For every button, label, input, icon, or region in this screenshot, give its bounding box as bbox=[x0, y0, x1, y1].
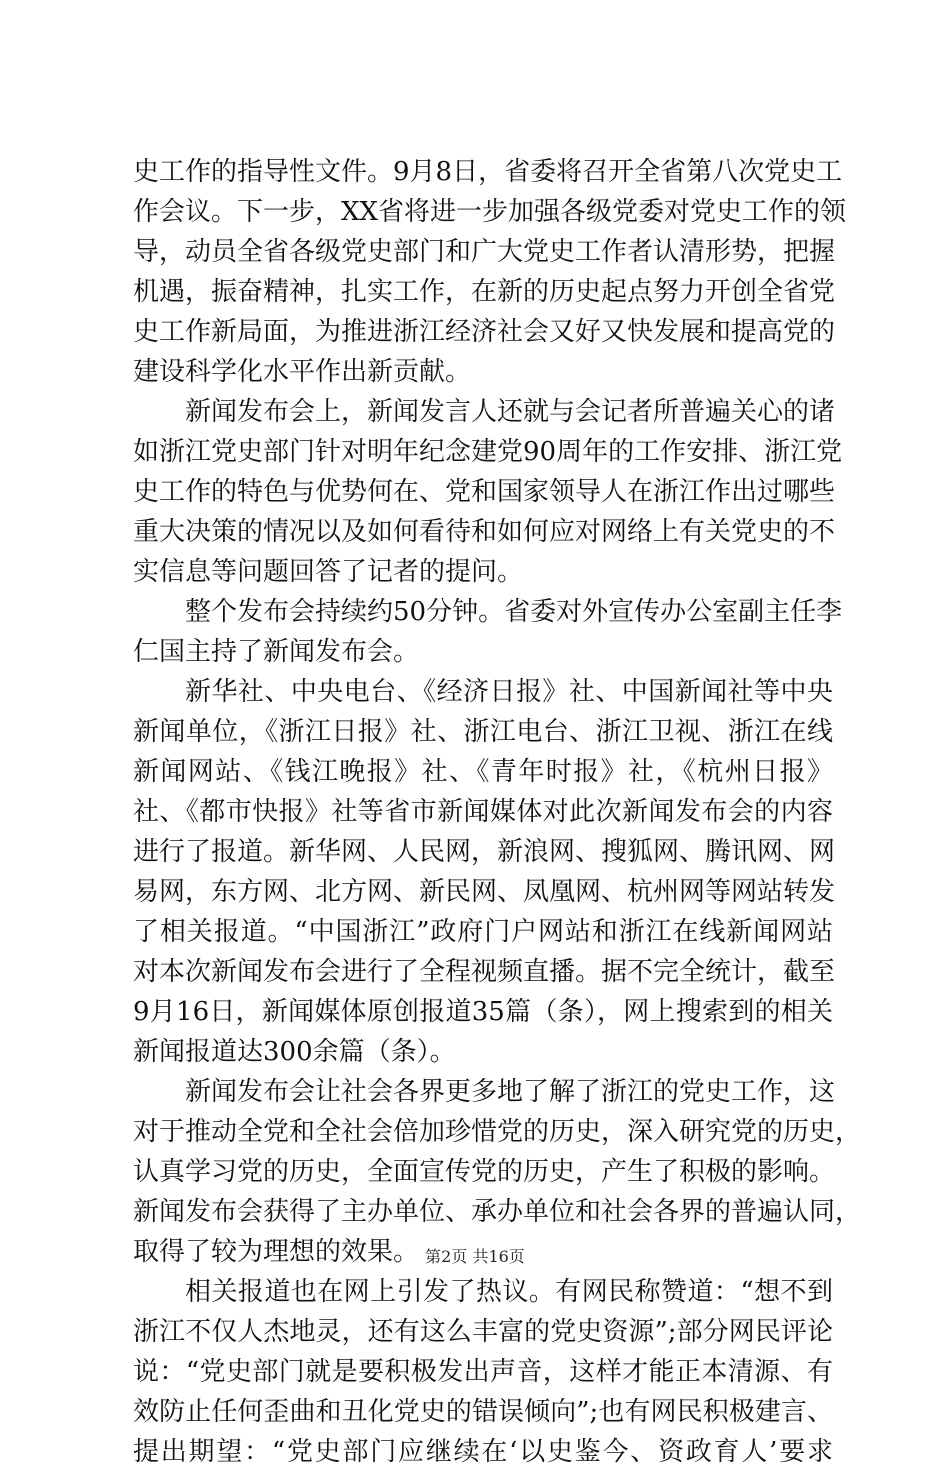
page-number-footer: 第2页 共16页 bbox=[425, 1247, 525, 1266]
paragraph-line: 9月16日，新闻媒体原创报道35篇（条），网上搜索到的相关 bbox=[133, 997, 833, 1027]
paragraph-line: 整个发布会持续约50分钟。省委对外宣传办公室副主任李 bbox=[185, 597, 843, 627]
paragraph-line: 新闻单位，《浙江日报》社、浙江电台、浙江卫视、浙江在线 bbox=[133, 717, 833, 747]
paragraph-line: 史工作的特色与优势何在、党和国家领导人在浙江作出过哪些 bbox=[133, 477, 836, 507]
paragraph-line: 如浙江党史部门针对明年纪念建党90周年的工作安排、浙江党 bbox=[133, 437, 843, 467]
paragraph bbox=[133, 392, 843, 592]
document-body bbox=[133, 152, 862, 1472]
paragraph bbox=[133, 152, 847, 392]
paragraph-line: 效防止任何歪曲和丑化党史的错误倾向”;也有网民积极建言、 bbox=[133, 1397, 833, 1427]
paragraph-line: 新闻报道达300余篇（条）。 bbox=[133, 1037, 456, 1067]
paragraph-line: 机遇，振奋精神，扎实工作，在新的历史起点努力开创全省党 bbox=[133, 277, 836, 307]
paragraph-line: 新闻发布会上，新闻发言人还就与会记者所普遍关心的诸 bbox=[185, 397, 836, 427]
paragraph-line: 实信息等问题回答了记者的提问。 bbox=[133, 557, 524, 587]
paragraph-line: 说：“党史部门就是要积极发出声音，这样才能正本清源、有 bbox=[133, 1357, 833, 1387]
paragraph-line: 了相关报道。“中国浙江”政府门户网站和浙江在线新闻网站 bbox=[133, 917, 833, 947]
paragraph-line: 史工作的指导性文件。9月8日，省委将召开全省第八次党史工 bbox=[133, 157, 843, 187]
paragraph-line: 建设科学化水平作出新贡献。 bbox=[133, 357, 472, 387]
paragraph-line: 作会议。下一步，XX省将进一步加强各级党委对党史工作的领 bbox=[133, 197, 847, 227]
paragraph-line: 提出期望：“党史部门应继续在‘以史鉴今、资政育人’要求 bbox=[133, 1437, 833, 1467]
paragraph-line: 新闻发布会获得了主办单位、承办单位和社会各界的普遍认同， bbox=[133, 1197, 862, 1227]
paragraph-line: 仁国主持了新闻发布会。 bbox=[133, 637, 420, 667]
paragraph-line: 认真学习党的历史，全面宣传党的历史，产生了积极的影响。 bbox=[133, 1157, 836, 1187]
paragraph-line: 导，动员全省各级党史部门和广大党史工作者认清形势，把握 bbox=[133, 237, 836, 267]
paragraph-line: 对本次新闻发布会进行了全程视频直播。据不完全统计，截至 bbox=[133, 957, 836, 987]
paragraph-line: 易网，东方网、北方网、新民网、凤凰网、杭州网等网站转发 bbox=[133, 877, 836, 907]
paragraph-line: 社、《都市快报》社等省市新闻媒体对此次新闻发布会的内容 bbox=[133, 797, 833, 827]
paragraph bbox=[133, 1072, 862, 1272]
paragraph-line: 浙江不仅人杰地灵，还有这么丰富的党史资源”;部分网民评论 bbox=[133, 1317, 833, 1347]
paragraph-line: 相关报道也在网上引发了热议。有网民称赞道：“想不到 bbox=[185, 1277, 833, 1307]
paragraph bbox=[133, 672, 836, 1072]
paragraph-line: 新华社、中央电台、《经济日报》社、中国新闻社等中央 bbox=[185, 677, 833, 707]
paragraph bbox=[133, 592, 843, 672]
paragraph-line: 对于推动全党和全社会倍加珍惜党的历史，深入研究党的历史， bbox=[133, 1117, 862, 1147]
paragraph bbox=[133, 1272, 833, 1472]
paragraph-line: 新闻网站、《钱江晚报》社、《青年时报》社，《杭州日报》 bbox=[133, 757, 833, 787]
paragraph-line: 进行了报道。新华网、人民网，新浪网、搜狐网、腾讯网、网 bbox=[133, 837, 836, 867]
paragraph-line: 取得了较为理想的效果。 bbox=[133, 1237, 420, 1267]
paragraph-line: 重大决策的情况以及如何看待和如何应对网络上有关党史的不 bbox=[133, 517, 836, 547]
paragraph-line: 新闻发布会让社会各界更多地了解了浙江的党史工作，这 bbox=[185, 1077, 836, 1107]
paragraph-line: 史工作新局面，为推进浙江经济社会又好又快发展和提高党的 bbox=[133, 317, 836, 347]
